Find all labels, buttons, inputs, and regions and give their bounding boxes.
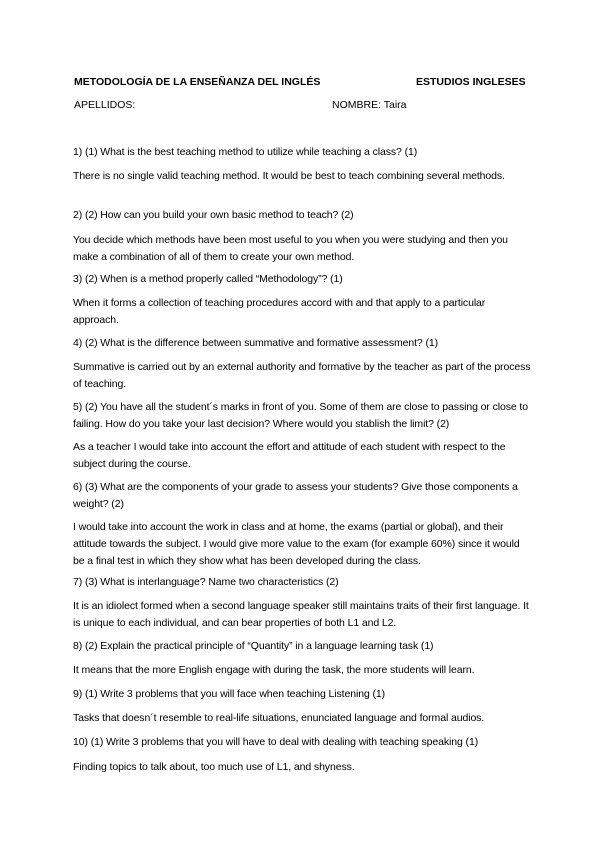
question-4: 4) (2) What is the difference between summative and formative assessment? (1)	[73, 337, 439, 349]
answer-4: Summative is carried out by an external authority and formative by the teacher as part of the process of teaching.	[73, 361, 531, 390]
question-1: 1) (1) What is the best teaching method to utilize while teaching a class? (1)	[73, 146, 418, 158]
question-9: 9) (1) Write 3 problems that you will face when teaching Listening (1)	[73, 688, 386, 700]
answer-3: When it forms a collection of teaching procedures accord with and that apply to a particular approach.	[73, 297, 486, 326]
answer-6: I would take into account the work in class and at home, the exams (partial or global), and their attitude towards the subject. I would give more value to the exam (for example 60%) since it would be a final test in which they show what has been developed during the class.	[73, 521, 520, 567]
answer-7: It is an idiolect formed when a second language speaker still maintains traits of their first language. It is unique to each individual, and can bear properties of both L1 and L2.	[73, 600, 529, 629]
answer-8: It means that the more English engage with during the task, the more students will learn.	[73, 664, 475, 676]
question-3: 3) (2) When is a method properly called “Methodology”? (1)	[73, 273, 343, 285]
question-2: 2) (2) How can you build your own basic method to teach? (2)	[73, 209, 354, 221]
question-7: 7) (3) What is interlanguage? Name two characteristics (2)	[73, 576, 339, 588]
question-6: 6) (3) What are the components of your grade to assess your students? Give those components a weight? (2)	[73, 481, 518, 510]
surnames-label: APELLIDOS:	[74, 99, 136, 111]
name-label: NOMBRE: Taira	[332, 99, 407, 111]
answer-9: Tasks that doesn´t resemble to real-life situations, enunciated language and formal audios.	[73, 712, 485, 724]
answer-1: There is no single valid teaching method. It would be best to teach combining several methods.	[73, 170, 505, 182]
answer-10: Finding topics to talk about, too much use of L1, and shyness.	[73, 761, 355, 773]
answer-5: As a teacher I would take into account the effort and attitude of each student with respect to the subject during the course.	[73, 441, 506, 470]
course-title: METODOLOGÍA DE LA ENSEÑANZA DEL INGLÉS	[74, 76, 321, 88]
program-name: ESTUDIOS INGLESES	[416, 76, 526, 88]
question-8: 8) (2) Explain the practical principle of “Quantity” in a language learning task (1)	[73, 640, 434, 652]
question-5: 5) (2) You have all the student´s marks in front of you. Some of them are close to passing or close to failing. How do you take your last decision? Where would you stablish the limit? (2)	[73, 401, 528, 430]
question-10: 10) (1) Write 3 problems that you will have to deal with dealing with teaching speaking (1)	[73, 736, 479, 748]
answer-2: You decide which methods have been most useful to you when you were studying and then you make a combination of all of them to create your own method.	[73, 234, 508, 263]
